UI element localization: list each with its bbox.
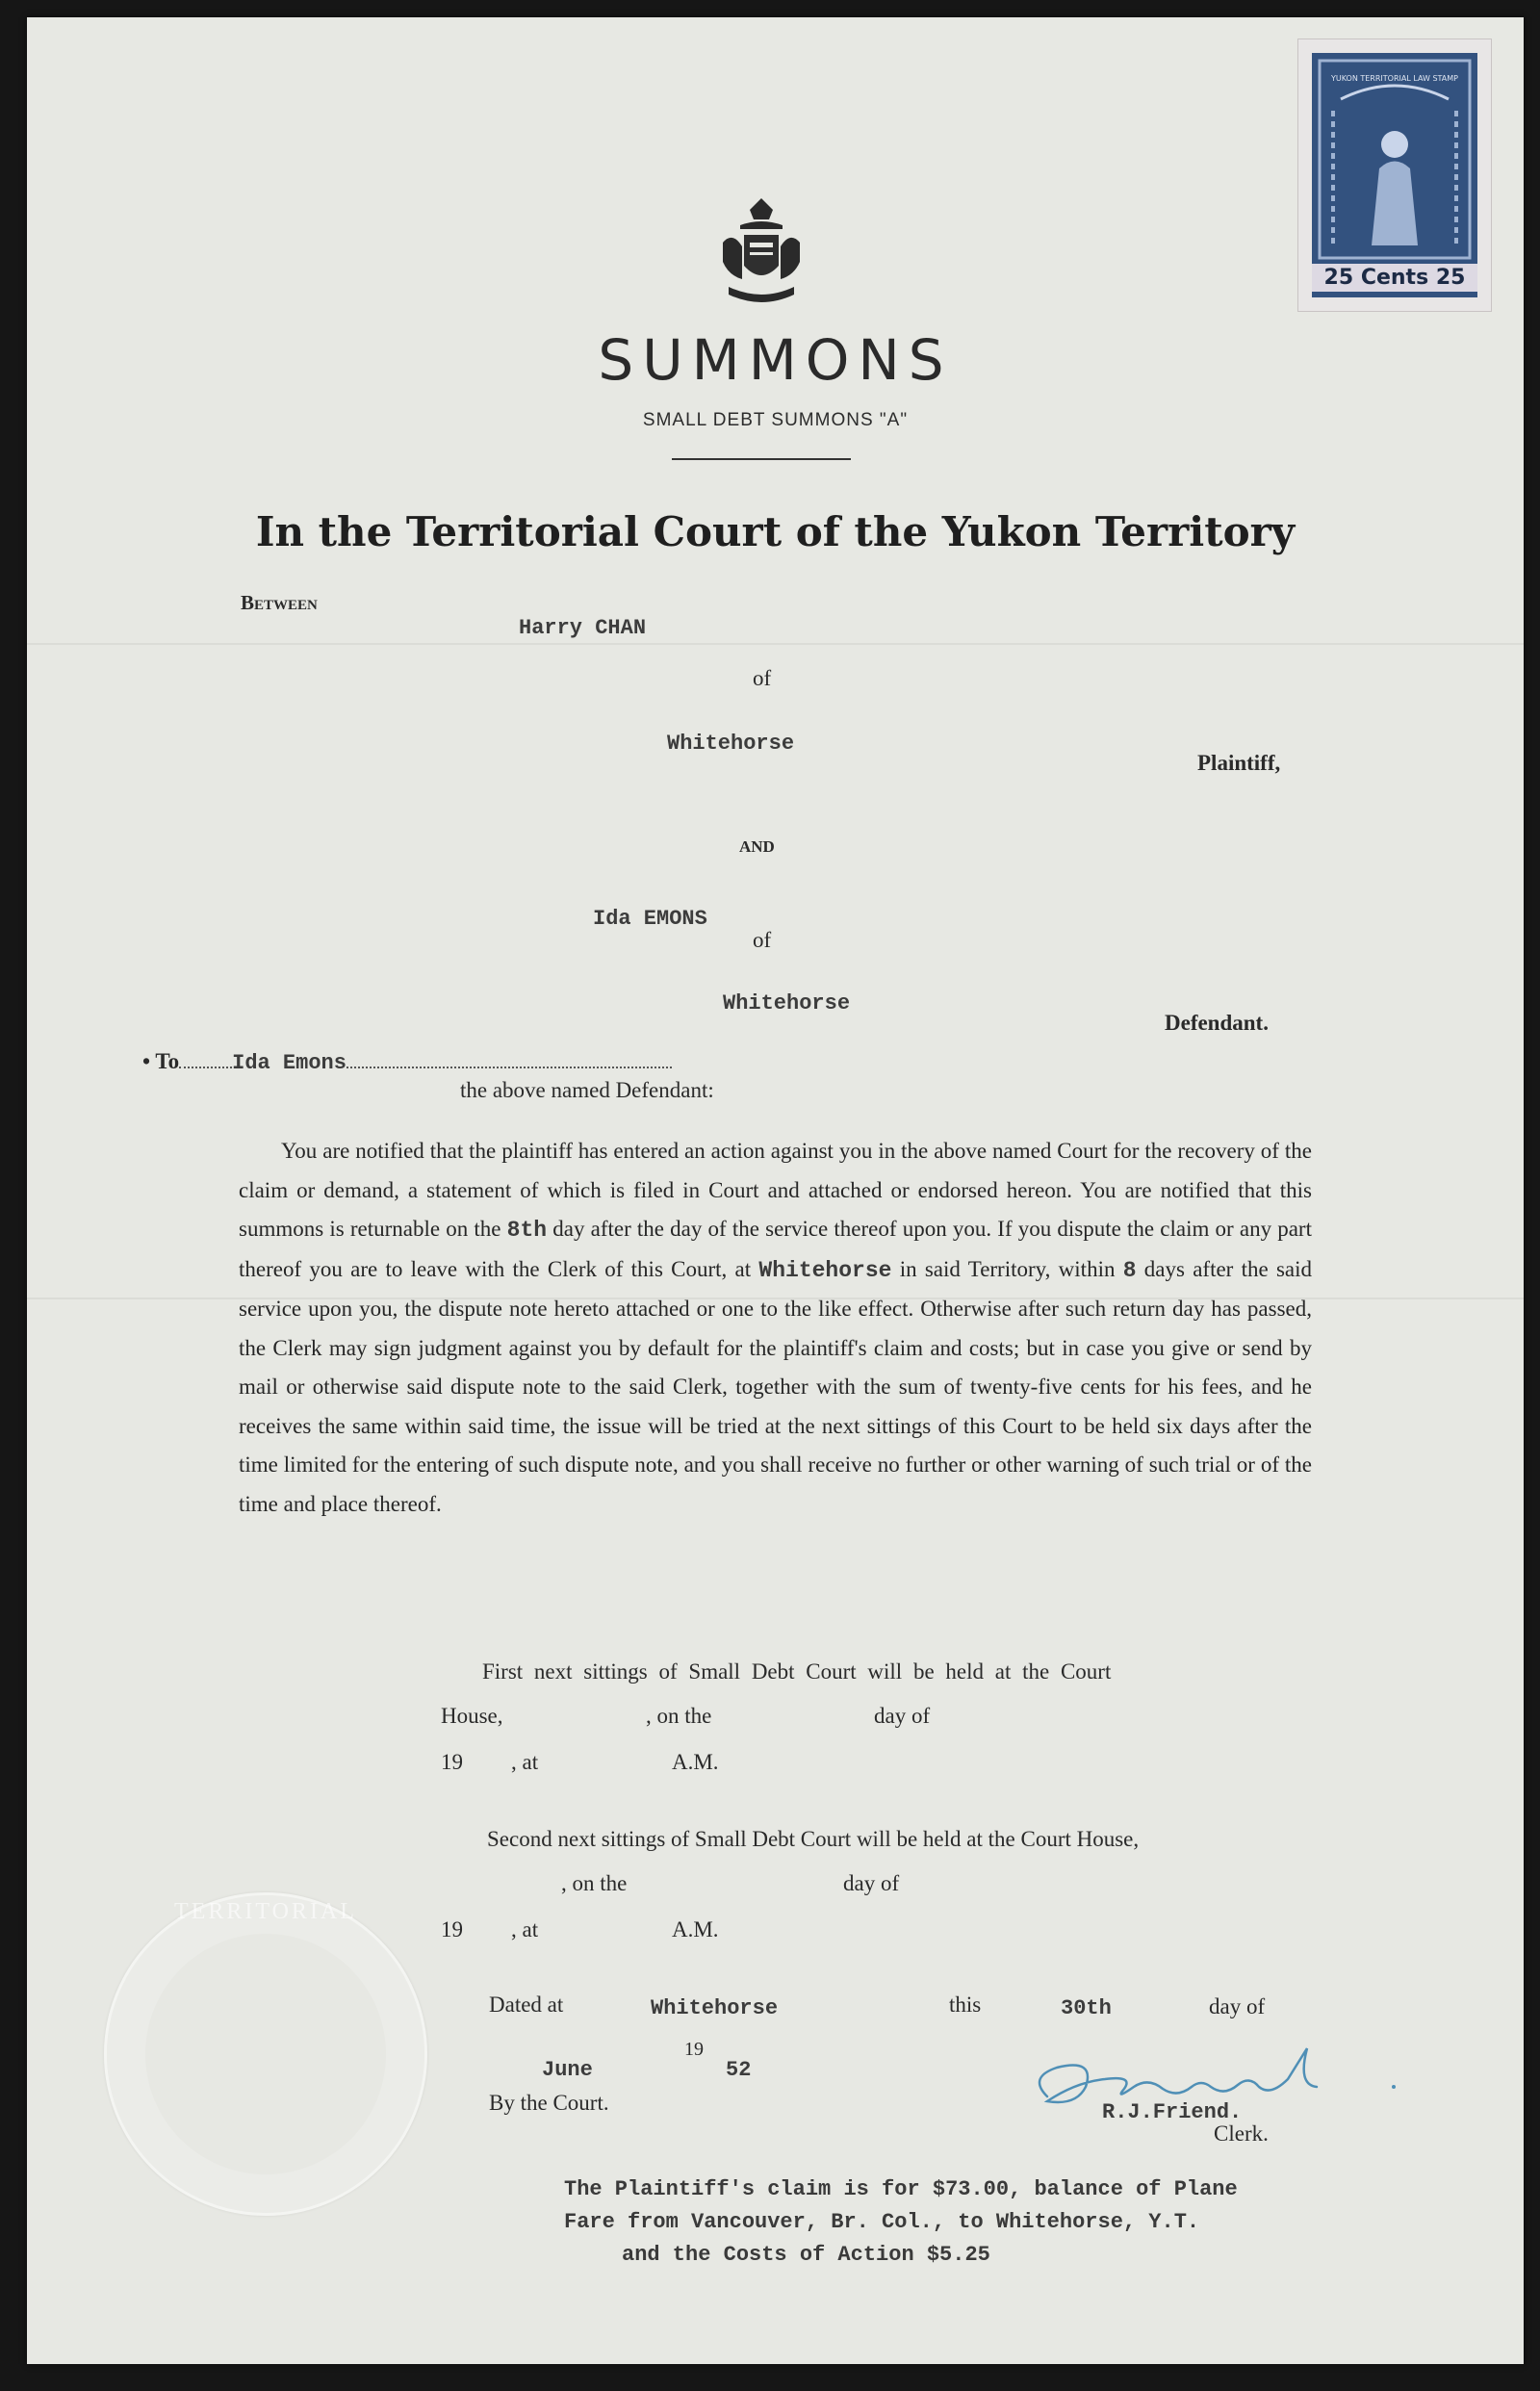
first-day-of: day of [874,1704,931,1728]
between-label: Between [241,591,318,614]
first-on-the: , on the [646,1704,712,1728]
dated-year-prefix: 19 [684,2039,704,2060]
dated-place: Whitehorse [651,1996,779,2020]
dated-month: June [542,2058,593,2082]
notice-paragraph: You are notified that the plaintiff has entered an action against you in the above named Court for the recovery of the claim or demand, a statement of which is filed in Court and attached or endorsed hereon. You are notified that this summons is returnable on the 8th day after the day of the service thereof upon you. If you dispute the claim or any part thereof you are to leave with the Clerk of this Court, at Whitehorse in said Territory, within 8 days after the said service upon you, the dispute note hereto attached or one to the like effect. Otherwise after such return day has passed, the Clerk may sign judgment against you by default for the plaintiff's claim and costs; but in case you give or send by mail or otherwise said dispute note to the said Clerk, together with the sum of twenty-five cents for his fees, and he receives the same within said time, the issue will be tried at the next sittings of this Court to be held six days after the time limited for the entering of such dispute note, and you shall receive no further or other warning of such trial or of the time and place thereof. [239,1139,1312,1516]
first-at: , at [511,1750,539,1774]
first-house-label: House, [441,1704,503,1728]
stamp-header: YUKON TERRITORIAL LAW STAMP [1330,74,1459,83]
second-am: A.M. [672,1917,719,1941]
stamp-value: 25 Cents 25 [1312,264,1477,292]
embossed-seal-icon [104,1892,427,2216]
claim-line: The Plaintiff's claim is for $73.00, balance of Plane [564,2177,1238,2201]
dated-year: 52 [726,2058,752,2082]
addressee-name: Ida Emons [232,1051,346,1075]
revenue-stamp [1297,39,1492,312]
defendant-name: Ida EMONS [593,907,707,931]
coat-of-arms-icon [715,196,808,310]
fold-line [27,643,1524,645]
second-on-the: , on the [561,1871,628,1895]
and-label: AND [739,837,775,856]
defendant-label: Defendant. [1165,1011,1269,1035]
stamp-face [1312,53,1477,297]
claim-line: and the Costs of Action $5.25 [622,2243,990,2267]
clerk-title: Clerk. [1214,2121,1269,2146]
document-subtitle: SMALL DEBT SUMMONS "A" [642,410,909,430]
plaintiff-label: Plaintiff, [1197,751,1281,775]
plaintiff-name: Harry CHAN [519,616,647,640]
dated-day: 30th [1061,1996,1112,2020]
to-label: To [155,1049,180,1073]
summons-document [27,17,1524,2364]
court-heading: In the Territorial Court of the Yukon Territory [255,508,1296,555]
to-line: • To Ida Emons [142,1049,672,1075]
first-am: A.M. [672,1750,719,1774]
second-sittings-line: Second next sittings of Small Debt Court will be held at the Court House, [487,1827,1140,1851]
of-label: of [753,928,772,952]
first-sittings-line: First next sittings of Small Debt Court will be held at the Court [482,1659,1112,1684]
dispute-days: 8 [1122,1257,1137,1283]
day-of-label: day of [1209,1994,1266,2018]
second-at: , at [511,1917,539,1941]
first-year-prefix: 19 [441,1750,463,1774]
claim-statement [564,2173,1257,2272]
plaintiff-place: Whitehorse [667,732,795,756]
defendant-place: Whitehorse [723,991,851,1016]
document-title: SUMMONS [598,327,953,393]
second-day-of: day of [843,1871,900,1895]
seal-text: TERRITORIAL [174,1899,357,1924]
this-label: this [949,1992,982,2017]
addressee-suffix: the above named Defendant: [460,1078,714,1102]
second-year-prefix: 19 [441,1917,463,1941]
clerk-name: R.J.Friend. [1102,2100,1243,2124]
stamp-figure-icon [1312,53,1477,297]
of-label: of [753,666,772,690]
claim-line: Fare from Vancouver, Br. Col., to Whitehorse, Y.T. [564,2210,1200,2234]
dated-at-label: Dated at [489,1992,564,2017]
return-day: 8th [506,1218,548,1243]
title-divider [672,458,851,460]
filing-place: Whitehorse [758,1257,892,1283]
by-court-label: By the Court. [489,2091,609,2115]
